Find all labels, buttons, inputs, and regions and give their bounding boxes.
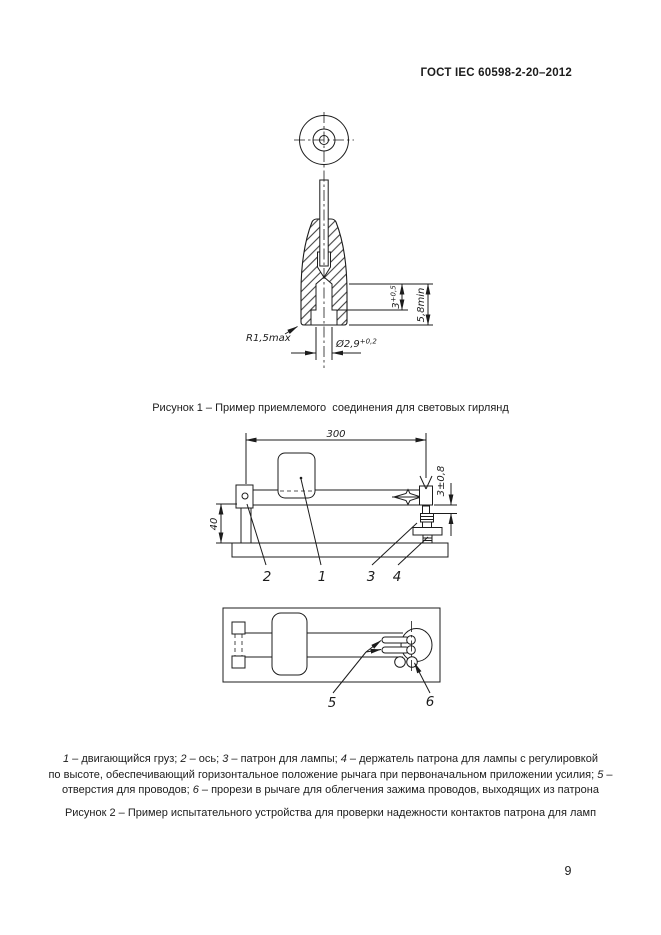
callout-1: 1 xyxy=(317,569,327,585)
callout-5: 5 xyxy=(327,695,337,711)
holder-flange xyxy=(413,528,442,536)
page-header: ГОСТ IEC 60598-2-20–2012 xyxy=(420,67,572,79)
lamp-cap xyxy=(421,514,434,523)
callout-6: 6 xyxy=(425,694,435,710)
wire-slot-upper xyxy=(382,637,409,643)
lever-top-view xyxy=(245,633,403,657)
dim-height-40 xyxy=(209,504,237,543)
holder-neck xyxy=(423,522,432,528)
wire-hole-upper xyxy=(407,636,416,645)
callout-4: 4 xyxy=(392,569,402,585)
figure2-top-view xyxy=(200,598,460,713)
base-plate xyxy=(232,543,448,557)
figure1-caption: Рисунок 1 – Пример приемлемого соединения для световых гирлянд xyxy=(152,402,509,414)
figure1-drawing xyxy=(180,105,440,375)
legend-line: 1 – двигающийся груз; 2 – ось; 3 – патрон для лампы; 4 – держатель патрона для лампы с регулировкой xyxy=(62,753,598,765)
dim-label-height-min: 5,8min xyxy=(416,287,427,323)
page-number: 9 xyxy=(564,864,572,878)
lampholder-top-view xyxy=(382,621,432,672)
figure2-legend xyxy=(25,752,636,799)
pivot-bracket-top-view xyxy=(232,622,245,668)
weight-top-view xyxy=(272,613,307,675)
dim-label-length: 300 xyxy=(326,429,346,440)
lampholder-assembly xyxy=(392,471,442,543)
plug-section-view xyxy=(301,112,347,368)
lamp-tip xyxy=(423,506,430,514)
dim-label-radius: R1,5max xyxy=(246,333,291,344)
dim-label-depth: $3^{+0,5}$ xyxy=(389,285,402,309)
legend-line: отверстия для проводов; 6 – прорези в рычаге для облегчения зажима проводов, выходящих из патрона xyxy=(62,784,599,797)
callout-2: 2 xyxy=(262,569,272,585)
callout-3: 3 xyxy=(366,569,376,585)
dim-length-300 xyxy=(246,429,426,484)
dim-gap xyxy=(434,466,457,536)
dim-label-diameter: $Ø2,9^{+0,2}$ xyxy=(336,337,377,350)
wing-nut-left xyxy=(395,657,406,668)
dim-label-height: 40 xyxy=(209,517,220,531)
figure2-caption: Рисунок 2 – Пример испытательного устройства для проверки надежности контактов патрона для ламп xyxy=(64,807,597,819)
wire-slot-lower xyxy=(382,647,409,653)
legend-line: по высоте, обеспечивающий горизонтальное положение рычага при первоначальном приложении усилия; 5 – xyxy=(48,768,613,781)
figure2-side-view xyxy=(180,425,480,590)
holder-screw xyxy=(423,535,432,543)
moving-weight xyxy=(278,453,315,498)
wire-hole-lower xyxy=(407,646,416,655)
dim-label-gap: 3±0,8 xyxy=(436,465,447,497)
